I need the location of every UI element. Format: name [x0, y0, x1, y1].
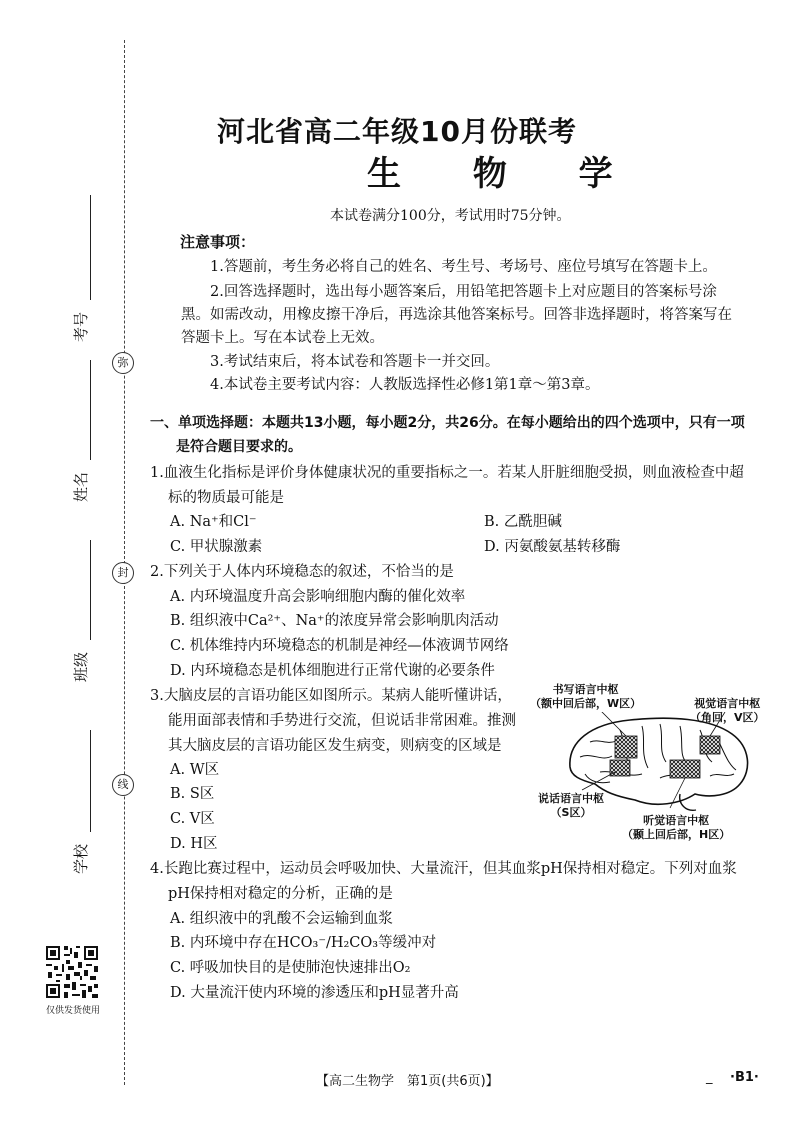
q3-option-c: C. V区: [170, 811, 215, 827]
notice-item-4: 4.本试卷主要考试内容：人教版选择性必修1第1章～第3章。: [210, 377, 600, 393]
fill-line: [90, 730, 91, 832]
q3-option-a: A. W区: [170, 762, 220, 778]
h-area: [670, 760, 700, 778]
notice-item-3: 3.考试结束后，将本试卷和答题卡一并交回。: [210, 354, 500, 370]
section-heading-line-1: 一、单项选择题：本题共13小题，每小题2分，共26分。在每小题给出的四个选项中，只有一项: [150, 415, 745, 431]
s-area-label: 说话语言中枢 （S区）: [538, 792, 604, 819]
q3-stem-line-2: 能用面部表情和手势进行交流，但说话非常困难。推测: [168, 713, 516, 729]
q2-option-a: A. 内环境温度升高会影响细胞内酶的催化效率: [170, 589, 466, 605]
q1-option-c: C. 甲状腺激素: [170, 539, 263, 555]
w-area-label: 书写语言中枢 （额中回后部，W区）: [530, 683, 642, 710]
footer-dash: _: [706, 1070, 713, 1085]
v-area: [700, 736, 720, 754]
field-label: 姓名: [72, 471, 90, 502]
h-area-label: 听觉语言中枢 （颞上回后部，H区）: [622, 814, 731, 841]
q3-stem-line-3: 其大脑皮层的言语功能区发生病变，则病变的区域是: [168, 738, 502, 754]
fill-line: [90, 360, 91, 460]
q2-option-c: C. 机体维持内环境稳态的机制是神经—体液调节网络: [170, 638, 509, 654]
page-footer: 【高二生物学 第1页(共6页)】: [316, 1074, 499, 1089]
q2-option-b: B. 组织液中Ca²⁺、Na⁺的浓度异常会影响肌肉活动: [170, 613, 499, 629]
footer-code: ·B1·: [730, 1070, 759, 1085]
q2-option-d: D. 内环境稳态是机体细胞进行正常代谢的必要条件: [170, 663, 495, 679]
notice-item-2-line-2: 黑。如需改动，用橡皮擦干净后，再选涂其他答案标号。回答非选择题时，将答案写在: [181, 307, 732, 323]
q4-option-a: A. 组织液中的乳酸不会运输到血浆: [170, 911, 393, 927]
notice-item-2-line-1: 2.回答选择题时，选出每小题答案后，用铅笔把答题卡上对应题目的答案标号涂: [210, 284, 717, 300]
fill-line: [90, 195, 91, 300]
exam-note: 本试卷满分100分，考试用时75分钟。: [330, 208, 571, 224]
qr-code: [44, 944, 100, 1000]
subject-title: 生 物 学: [367, 154, 643, 194]
s-area: [610, 760, 630, 776]
q3-option-b: B. S区: [170, 786, 215, 802]
seal-feng: 封: [112, 562, 134, 584]
fill-line: [90, 540, 91, 640]
q4-stem-line-2: pH保持相对稳定的分析，正确的是: [168, 886, 393, 902]
w-area: [615, 736, 637, 758]
seal-mi: 弥: [112, 352, 134, 374]
q4-option-c: C. 呼吸加快目的是使肺泡快速排出O₂: [170, 960, 411, 976]
q4-stem-line-1: 4.长跑比赛过程中，运动员会呼吸加快、大量流汗，但其血浆pH保持相对稳定。下列对血浆: [150, 861, 737, 877]
notice-item-2-line-3: 答题卡上。写在本试卷上无效。: [181, 330, 384, 346]
q4-option-b: B. 内环境中存在HCO₃⁻/H₂CO₃等缓冲对: [170, 935, 437, 951]
field-label: 学校: [72, 843, 90, 874]
field-label: 班级: [72, 651, 90, 682]
q3-stem-line-1: 3.大脑皮层的言语功能区如图所示。某病人能听懂讲话，: [150, 688, 512, 704]
q1-stem-line-1: 1.血液生化指标是评价身体健康状况的重要指标之一。若某人肝脏细胞受损，则血液检查中超: [150, 465, 744, 481]
exam-title: 河北省高二年级10月份联考: [217, 115, 577, 148]
notice-item-1: 1.答题前，考生务必将自己的姓名、考生号、考场号、座位号填写在答题卡上。: [210, 259, 717, 275]
q1-option-a: A. Na⁺和Cl⁻: [170, 514, 257, 530]
notice-heading: 注意事项：: [180, 233, 256, 251]
q1-option-d: D. 丙氨酸氨基转移酶: [484, 539, 621, 555]
field-label: 考号: [72, 311, 90, 342]
seal-xian: 线: [112, 774, 134, 796]
q4-option-d: D. 大量流汗使内环境的渗透压和pH显著升高: [170, 985, 459, 1001]
q2-stem: 2.下列关于人体内环境稳态的叙述，不恰当的是: [150, 564, 454, 580]
q1-stem-line-2: 标的物质最可能是: [168, 490, 284, 506]
v-area-label: 视觉语言中枢 （角回，V区）: [690, 697, 765, 724]
q1-option-b: B. 乙酰胆碱: [484, 514, 562, 530]
section-heading-line-2: 是符合题目要求的。: [176, 439, 302, 455]
qr-caption: 仅供发货使用: [45, 1006, 100, 1016]
q3-option-d: D. H区: [170, 836, 218, 852]
